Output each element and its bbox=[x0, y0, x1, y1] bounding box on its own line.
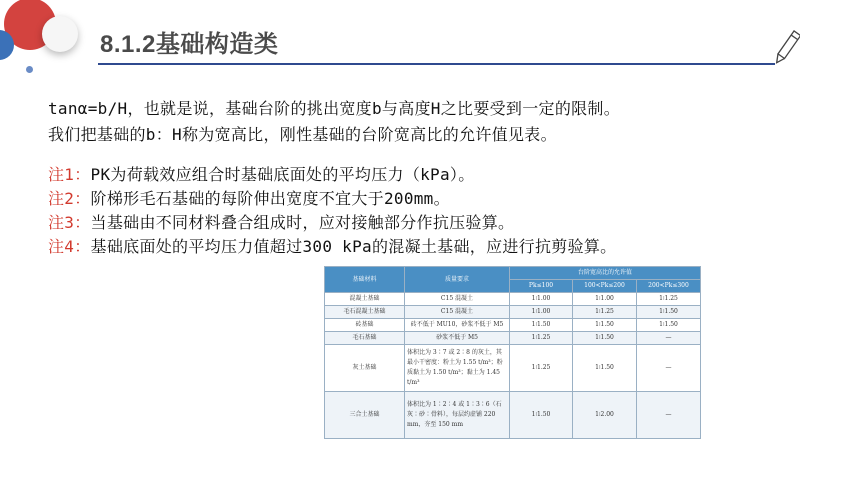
cell-quality: 体积比为 3∶7 或 2∶8 的灰土，其最小干密度：粉土为 1.55 t/m³；粉质黏土为 1.50 t/m³；黏土为 1.45 t/m³ bbox=[405, 345, 510, 392]
note-1 bbox=[48, 162, 475, 185]
note-label: 注3： bbox=[48, 213, 91, 232]
header-quality: 质量要求 bbox=[405, 267, 510, 293]
note-4 bbox=[48, 234, 616, 257]
note-2 bbox=[48, 186, 450, 209]
note-text: 阶梯形毛石基础的每阶伸出宽度不宜大于200mm。 bbox=[90, 189, 450, 208]
title-underline bbox=[98, 63, 775, 65]
cell-value: 1∶1.50 bbox=[510, 392, 573, 439]
header-pk-100: Pk≤100 bbox=[510, 280, 573, 293]
table-row bbox=[325, 293, 701, 306]
ratio-table bbox=[324, 266, 701, 439]
note-label: 注4： bbox=[48, 237, 91, 256]
paragraph-ratio-table-intro: 我们把基础的b：H称为宽高比，刚性基础的台阶宽高比的允许值见表。 bbox=[48, 125, 557, 144]
header-material: 基础材料 bbox=[325, 267, 405, 293]
note-text: 当基础由不同材料叠合组成时，应对接触部分作抗压验算。 bbox=[90, 213, 515, 232]
pencil-icon bbox=[774, 28, 800, 68]
cell-value: 1∶1.50 bbox=[573, 345, 637, 392]
table-row bbox=[325, 306, 701, 319]
note-label: 注1： bbox=[48, 165, 91, 184]
cell-value: — bbox=[637, 345, 701, 392]
cell-material: 毛石混凝土基础 bbox=[325, 306, 405, 319]
cell-material: 毛石基础 bbox=[325, 332, 405, 345]
note-label: 注2： bbox=[48, 189, 91, 208]
cell-value: — bbox=[637, 392, 701, 439]
table-row bbox=[325, 332, 701, 345]
cell-value: 1∶1.50 bbox=[573, 332, 637, 345]
cell-material: 三合土基础 bbox=[325, 392, 405, 439]
cell-value: 1∶1.00 bbox=[510, 306, 573, 319]
table-row bbox=[325, 392, 701, 439]
note-text: PK为荷载效应组合时基础底面处的平均压力（kPa）。 bbox=[90, 165, 475, 184]
cell-value: 1∶1.25 bbox=[637, 293, 701, 306]
header-pk-300: 200<Pk≤300 bbox=[637, 280, 701, 293]
cell-value: 1∶1.50 bbox=[637, 319, 701, 332]
table-row bbox=[325, 345, 701, 392]
header-pk-200: 100<Pk≤200 bbox=[573, 280, 637, 293]
cell-value: 1∶1.25 bbox=[573, 306, 637, 319]
page-title: 8.1.2基础构造类 bbox=[100, 31, 279, 58]
cell-value: 1∶1.00 bbox=[573, 293, 637, 306]
cell-value: 1∶1.25 bbox=[510, 345, 573, 392]
header-allowed-ratio: 台阶宽高比的允许值 bbox=[510, 267, 701, 280]
cell-material: 混凝土基础 bbox=[325, 293, 405, 306]
cell-quality: C15 混凝土 bbox=[405, 306, 510, 319]
note-3 bbox=[48, 210, 514, 233]
cell-value: 1∶1.50 bbox=[510, 319, 573, 332]
cell-quality: 体积比为 1∶2∶4 或 1∶3∶6（石灰∶砂∶骨料），每层约虚铺 220 mm，夯至 150 mm bbox=[405, 392, 510, 439]
cell-value: 1∶1.00 bbox=[510, 293, 573, 306]
table-row bbox=[325, 319, 701, 332]
cell-value: 1∶1.50 bbox=[637, 306, 701, 319]
cell-quality: 砖不低于 MU10，砂浆不低于 M5 bbox=[405, 319, 510, 332]
decor-dot bbox=[26, 66, 33, 73]
cell-material: 砖基础 bbox=[325, 319, 405, 332]
cell-quality: C15 混凝土 bbox=[405, 293, 510, 306]
paragraph-ratio-definition: tanα=b/H，也就是说，基础台阶的挑出宽度b与高度H之比要受到一定的限制。 bbox=[48, 99, 621, 118]
cell-value: 1∶1.25 bbox=[510, 332, 573, 345]
decor-circle-white bbox=[42, 16, 78, 52]
cell-value: 1∶1.50 bbox=[573, 319, 637, 332]
cell-value: 1∶2.00 bbox=[573, 392, 637, 439]
note-text: 基础底面处的平均压力值超过300 kPa的混凝土基础，应进行抗剪验算。 bbox=[90, 237, 617, 256]
cell-material: 灰土基础 bbox=[325, 345, 405, 392]
cell-quality: 砂浆不低于 M5 bbox=[405, 332, 510, 345]
cell-value: — bbox=[637, 332, 701, 345]
